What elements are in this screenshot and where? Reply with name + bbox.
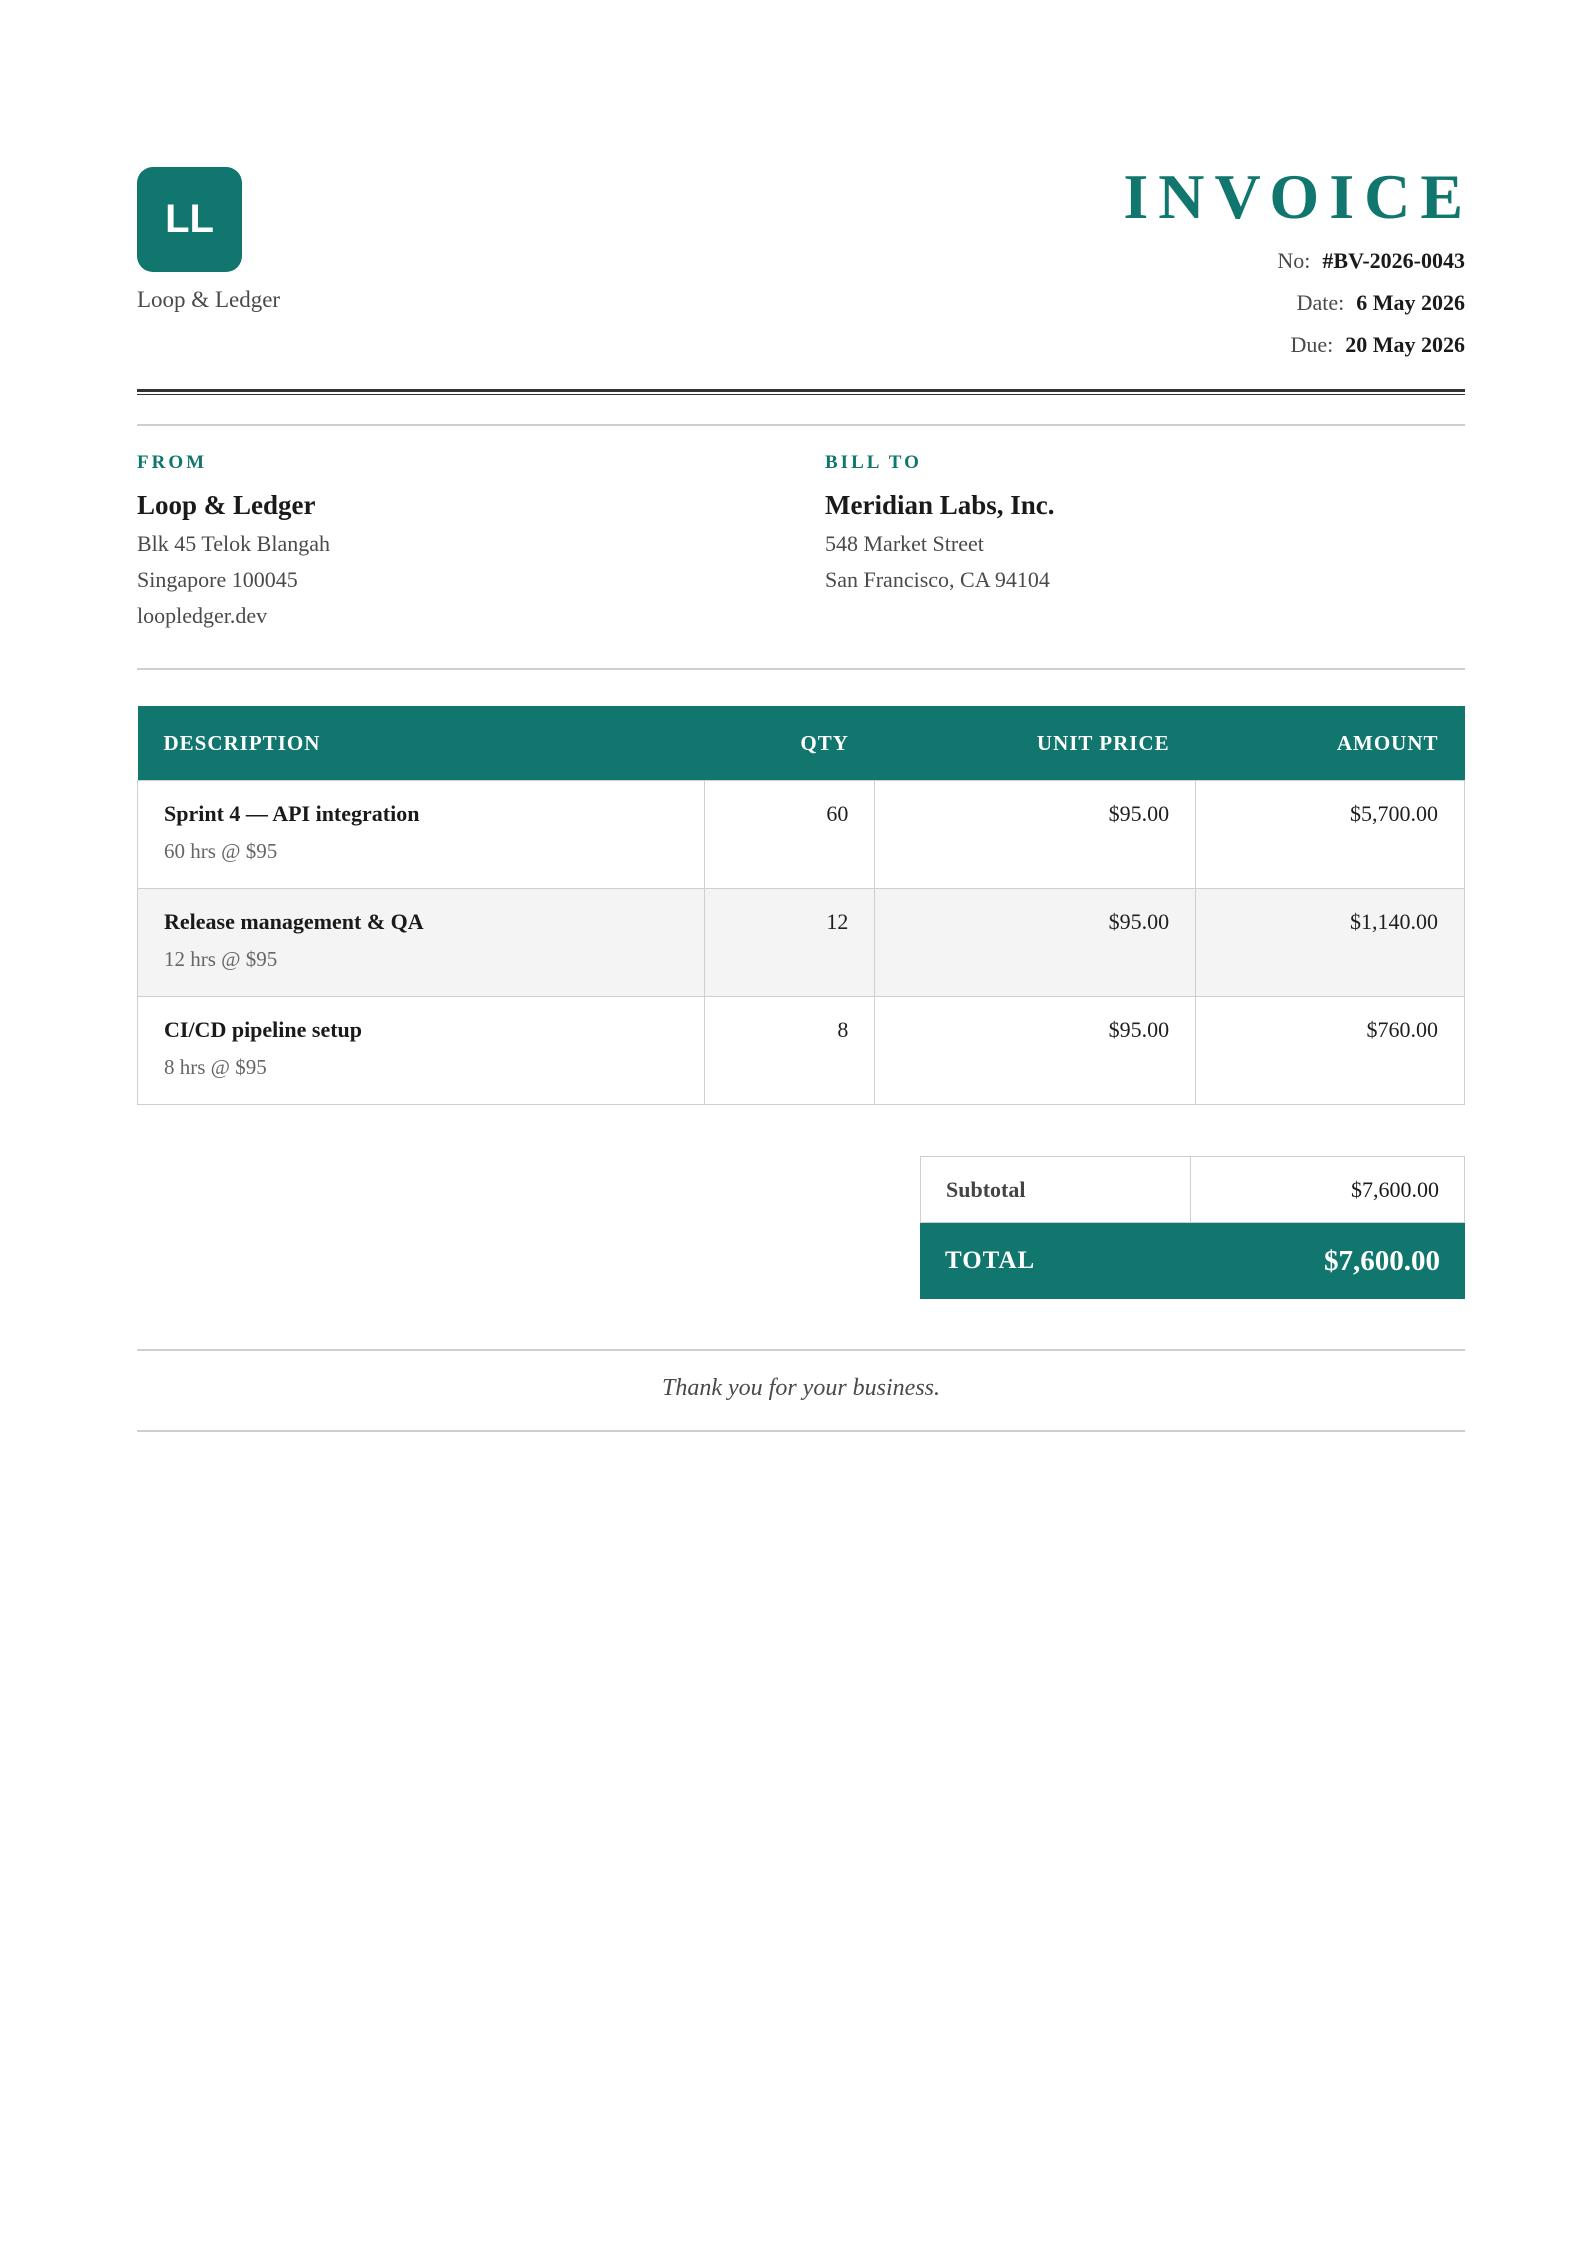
totals-box: [920, 1156, 1465, 1299]
from-section: [137, 452, 330, 629]
invoice-number: [1277, 248, 1465, 274]
from-name: Loop & Ledger: [137, 490, 316, 520]
item-amount: $5,700.00: [1196, 781, 1465, 889]
item-qty: 60: [704, 781, 875, 889]
item-amount: $1,140.00: [1196, 889, 1465, 997]
item-unit-price: $95.00: [875, 997, 1196, 1105]
from-tag: FROM: [137, 452, 208, 473]
subtotal-label: Subtotal: [921, 1157, 1191, 1222]
subtotal-value: $7,600.00: [1351, 1176, 1439, 1202]
line-items-table: [137, 706, 1465, 1105]
invoice-date: [1297, 290, 1465, 316]
item-detail: 8 hrs @ $95: [164, 1055, 267, 1079]
divider-footer-bottom: [137, 1430, 1465, 1432]
invoice-date-value: 6 May 2026: [1356, 290, 1465, 315]
header-description: DESCRIPTION: [138, 706, 705, 781]
table-row: [138, 997, 1465, 1105]
logo-initials: LL: [165, 197, 214, 241]
invoice-due: [1290, 332, 1465, 358]
invoice-due-label: Due:: [1290, 332, 1334, 357]
table-row: [138, 781, 1465, 889]
total-label: TOTAL: [945, 1247, 1036, 1274]
item-title: CI/CD pipeline setup: [164, 1017, 363, 1042]
item-detail: 12 hrs @ $95: [164, 947, 278, 971]
item-title: Release management & QA: [164, 909, 424, 934]
divider-footer-top: [137, 1349, 1465, 1351]
header-amount: AMOUNT: [1196, 706, 1465, 781]
item-description: [138, 997, 705, 1105]
from-address-line: Blk 45 Telok Blangah: [137, 531, 330, 556]
item-qty: 8: [704, 997, 875, 1105]
bill-to-address-line: 548 Market Street: [825, 531, 984, 556]
item-title: Sprint 4 — API integration: [164, 801, 420, 826]
item-qty: 12: [704, 889, 875, 997]
header-unit-price: UNIT PRICE: [875, 706, 1196, 781]
total-row: [920, 1223, 1465, 1299]
invoice-title: INVOICE: [1123, 161, 1473, 232]
thank-you-note: Thank you for your business.: [662, 1375, 940, 1401]
bill-to-address-line: San Francisco, CA 94104: [825, 567, 1050, 592]
bill-to-section: [825, 452, 1055, 593]
from-website: loopledger.dev: [137, 603, 268, 628]
from-address-line: Singapore 100045: [137, 567, 298, 592]
divider-parties: [137, 668, 1465, 670]
table-row: [138, 889, 1465, 997]
header-qty: QTY: [704, 706, 875, 781]
header-double-rule: [137, 389, 1465, 395]
item-amount: $760.00: [1196, 997, 1465, 1105]
item-detail: 60 hrs @ $95: [164, 839, 278, 863]
invoice-date-label: Date:: [1296, 290, 1345, 315]
subtotal-row: [920, 1156, 1465, 1223]
invoice-number-label: No:: [1277, 248, 1311, 273]
item-description: [138, 781, 705, 889]
item-description: [138, 889, 705, 997]
item-unit-price: $95.00: [875, 781, 1196, 889]
brand-logo: [137, 167, 242, 272]
table-header-row: [138, 706, 1465, 781]
bill-to-tag: BILL TO: [825, 452, 922, 473]
invoice-number-value: #BV-2026-0043: [1322, 248, 1465, 273]
bill-to-name: Meridian Labs, Inc.: [825, 490, 1055, 520]
divider-top: [137, 424, 1465, 426]
brand-name: Loop & Ledger: [137, 287, 281, 312]
item-unit-price: $95.00: [875, 889, 1196, 997]
invoice-due-value: 20 May 2026: [1345, 332, 1465, 357]
total-value: $7,600.00: [1324, 1244, 1440, 1277]
